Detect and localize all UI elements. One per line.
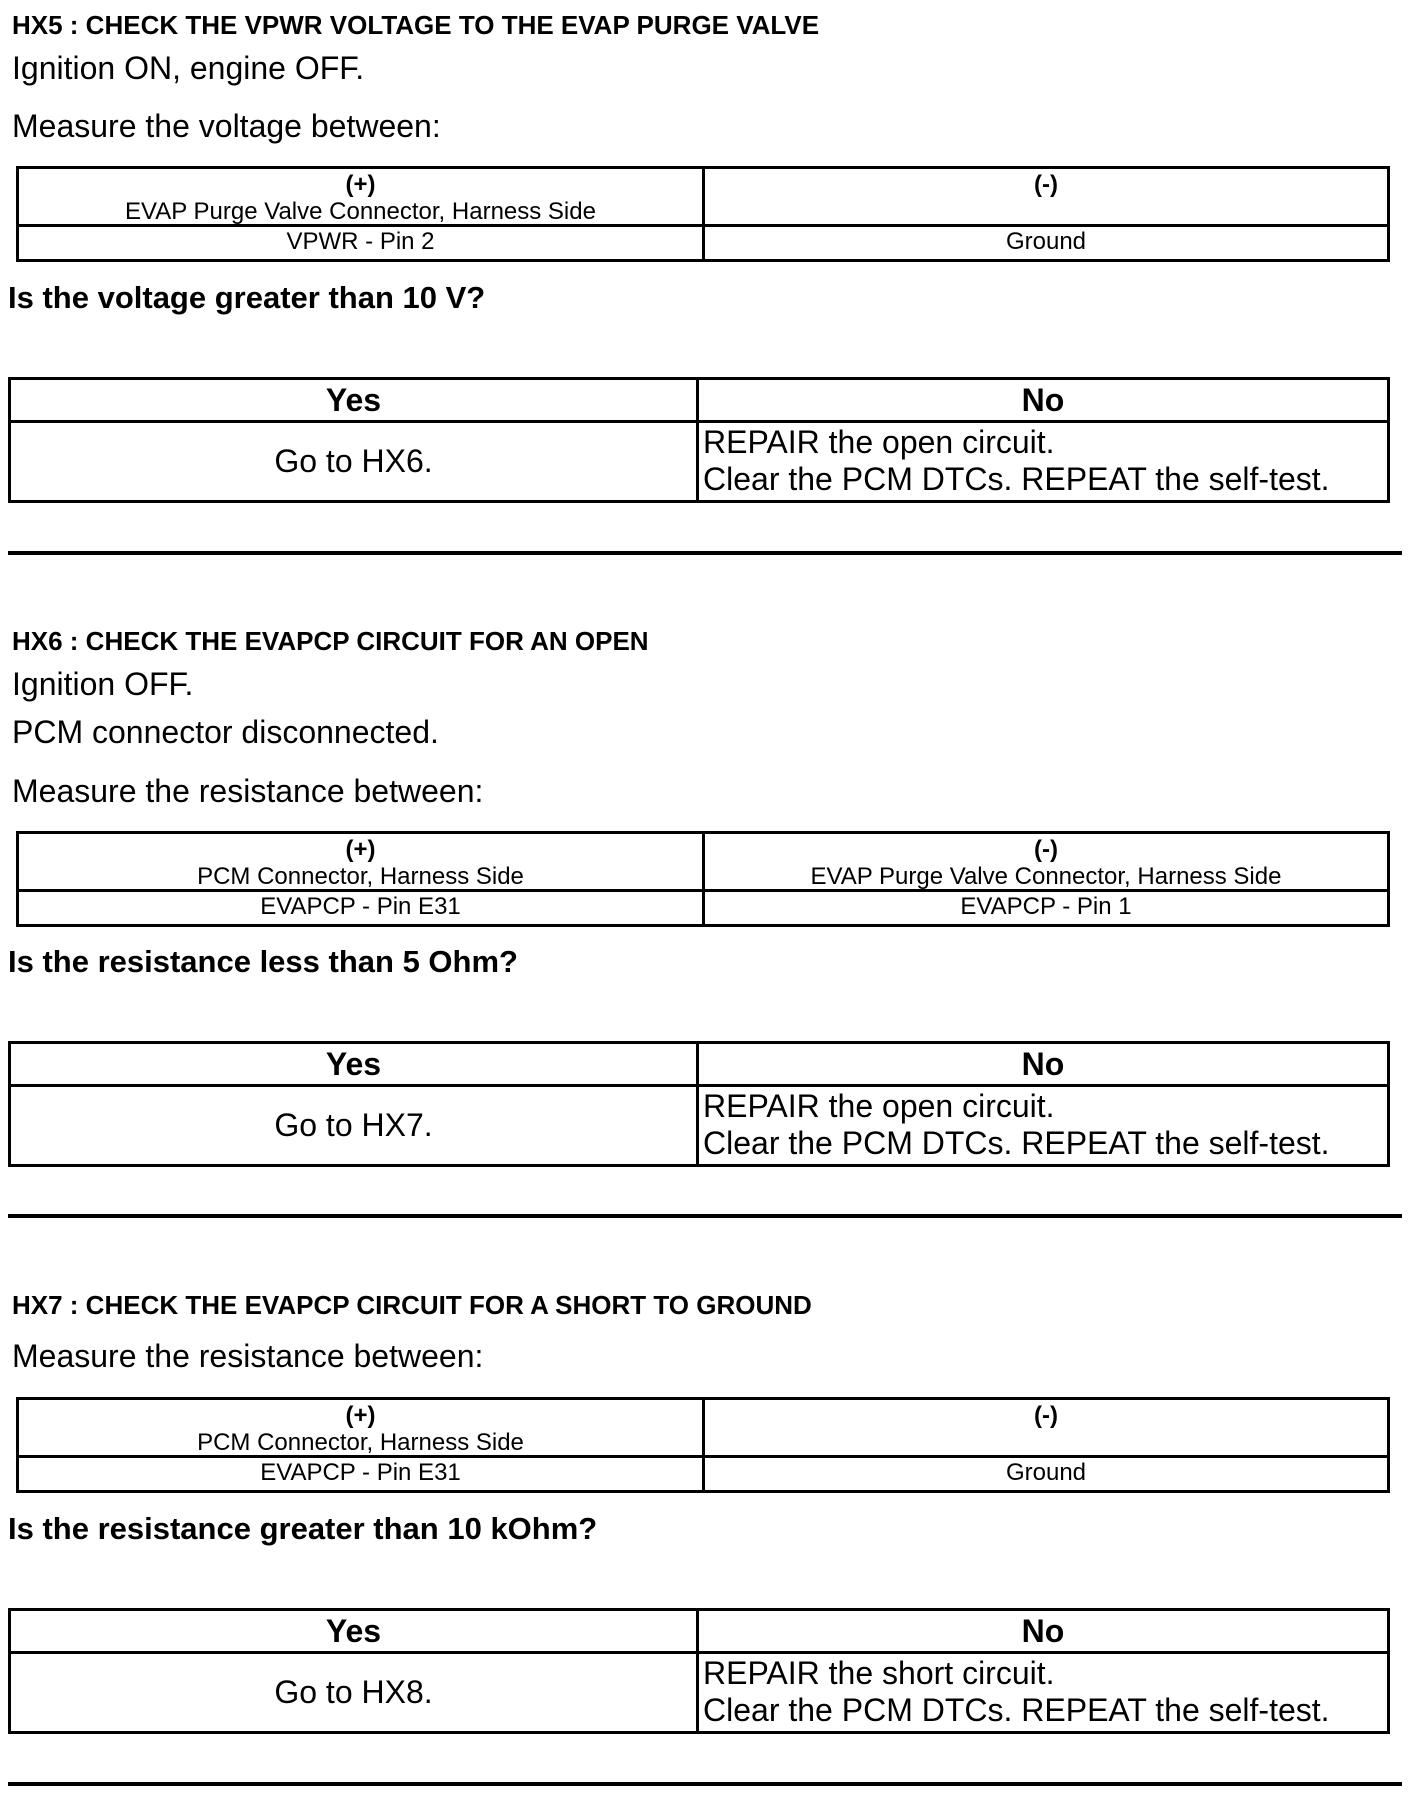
step-hx7-measure-label: Measure the resistance between: <box>12 1338 484 1374</box>
yes-action: Go to HX6. <box>11 423 699 500</box>
no-action-line-2: Clear the PCM DTCs. REPEAT the self-test. <box>703 461 1330 497</box>
plus-header-cell <box>19 834 705 892</box>
no-header: No <box>699 1611 1387 1654</box>
step-hx6-title: HX6 : CHECK THE EVAPCP CIRCUIT FOR AN OPEN <box>12 626 649 656</box>
no-action-line-2: Clear the PCM DTCs. REPEAT the self-test. <box>703 1125 1330 1161</box>
plus-label: EVAP Purge Valve Connector, Harness Side <box>125 198 596 225</box>
plus-header-cell <box>19 1400 705 1458</box>
step-hx7-title: HX7 : CHECK THE EVAPCP CIRCUIT FOR A SHORT TO GROUND <box>12 1290 812 1320</box>
minus-sign: (-) <box>1034 1402 1058 1429</box>
minus-value-cell: Ground <box>1005 228 1087 255</box>
no-action-line-1: REPAIR the open circuit. <box>703 424 1055 460</box>
step-hx6-condition-1: Ignition OFF. <box>12 666 194 702</box>
minus-sign: (-) <box>1034 836 1058 863</box>
minus-value-cell: EVAPCP - Pin 1 <box>960 893 1132 920</box>
step-hx7-decision-table <box>8 1608 1390 1734</box>
step-hx6-decision-table <box>8 1041 1390 1167</box>
step-hx6-question: Is the resistance less than 5 Ohm? <box>8 944 518 979</box>
section-divider <box>8 551 1402 555</box>
plus-label: PCM Connector, Harness Side <box>197 863 524 890</box>
step-hx6-measure-table <box>16 831 1390 927</box>
no-action <box>699 1087 1387 1164</box>
step-hx6-measure-label: Measure the resistance between: <box>12 773 484 809</box>
minus-header-cell <box>705 834 1387 892</box>
step-hx5-condition: Ignition ON, engine OFF. <box>12 50 365 86</box>
no-header: No <box>699 380 1387 423</box>
plus-sign: (+) <box>345 836 376 863</box>
yes-header: Yes <box>11 1044 699 1087</box>
plus-label: PCM Connector, Harness Side <box>197 1429 524 1456</box>
step-hx6-condition-2: PCM connector disconnected. <box>12 714 439 750</box>
plus-header-cell <box>19 169 705 227</box>
yes-action: Go to HX8. <box>11 1654 699 1731</box>
plus-value-cell: EVAPCP - Pin E31 <box>19 892 705 924</box>
plus-value-cell: VPWR - Pin 2 <box>19 227 705 259</box>
section-divider <box>8 1214 1402 1218</box>
no-action-line-1: REPAIR the open circuit. <box>703 1088 1055 1124</box>
minus-value-cell: Ground <box>1005 1459 1087 1486</box>
step-hx5-question: Is the voltage greater than 10 V? <box>8 280 486 315</box>
minus-sign: (-) <box>1034 171 1058 198</box>
plus-value-cell: EVAPCP - Pin E31 <box>19 1458 705 1490</box>
plus-sign: (+) <box>345 1402 376 1429</box>
yes-action: Go to HX7. <box>11 1087 699 1164</box>
plus-sign: (+) <box>345 171 376 198</box>
section-divider <box>8 1782 1402 1786</box>
step-hx7-question: Is the resistance greater than 10 kOhm? <box>8 1511 598 1546</box>
no-action <box>699 1654 1387 1731</box>
no-header: No <box>699 1044 1387 1087</box>
yes-header: Yes <box>11 380 699 423</box>
minus-header-cell <box>705 1400 1387 1458</box>
no-action <box>699 423 1387 500</box>
step-hx5-decision-table <box>8 377 1390 503</box>
minus-header-cell <box>705 169 1387 227</box>
minus-label: EVAP Purge Valve Connector, Harness Side <box>810 863 1282 890</box>
step-hx5-measure-label: Measure the voltage between: <box>12 108 441 144</box>
yes-header: Yes <box>11 1611 699 1654</box>
step-hx5-measure-table <box>16 166 1390 262</box>
no-action-line-1: REPAIR the short circuit. <box>703 1655 1055 1691</box>
no-action-line-2: Clear the PCM DTCs. REPEAT the self-test. <box>703 1692 1330 1728</box>
step-hx5-title: HX5 : CHECK THE VPWR VOLTAGE TO THE EVAP PURGE VALVE <box>12 10 820 40</box>
step-hx7-measure-table <box>16 1397 1390 1493</box>
